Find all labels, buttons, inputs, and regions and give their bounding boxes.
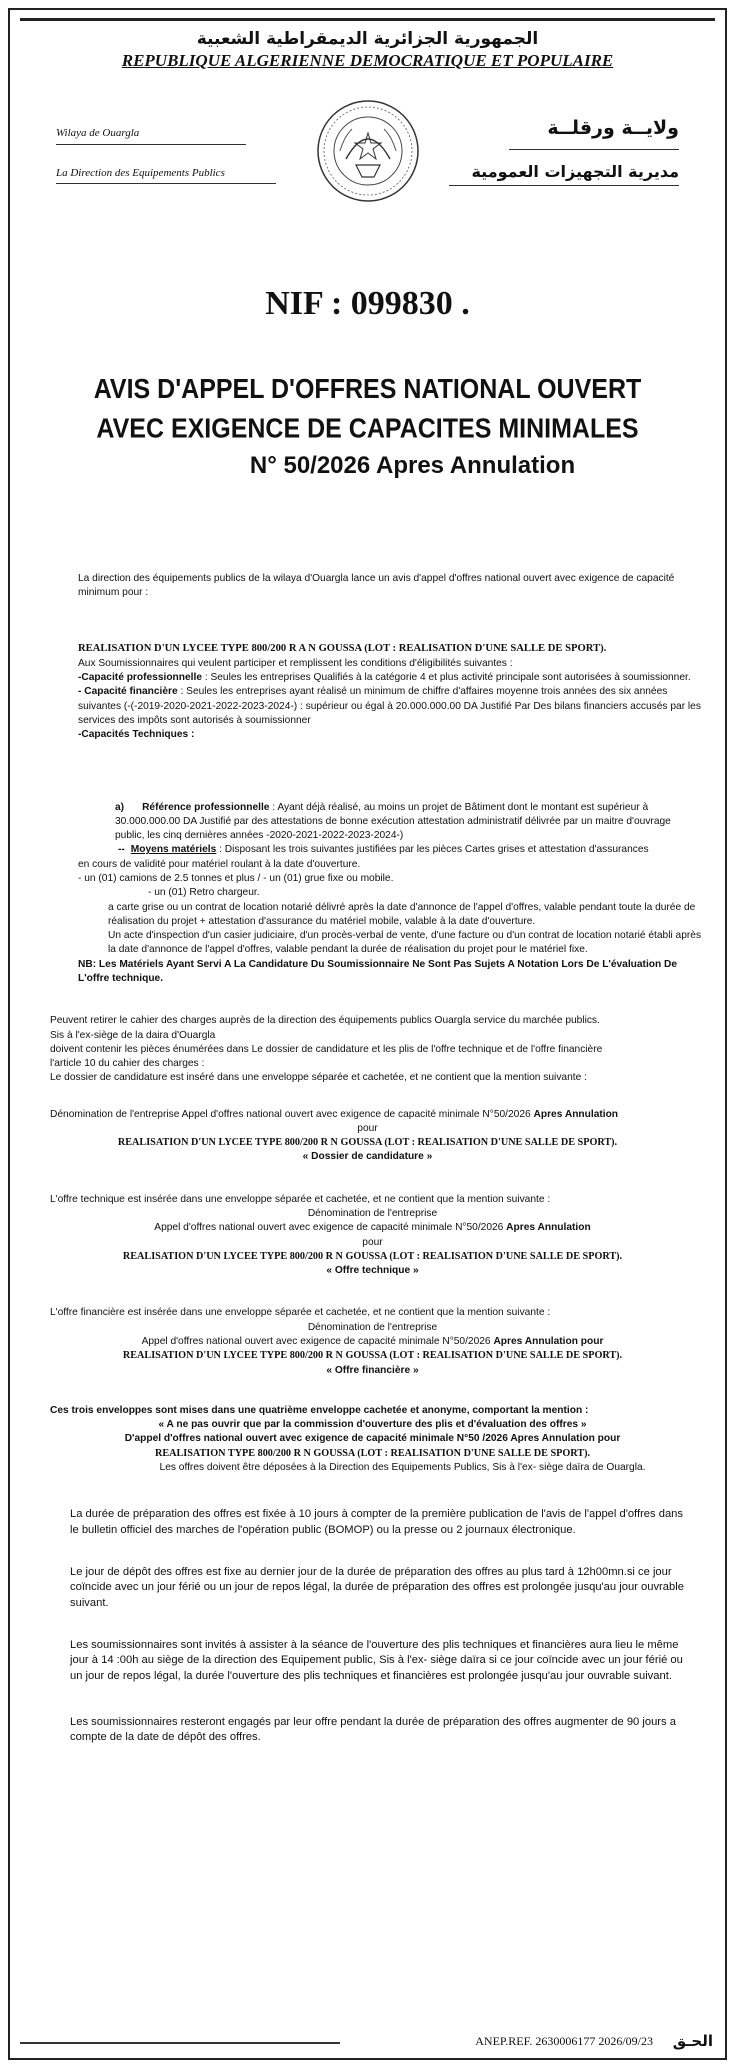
letterhead-left: [56, 127, 276, 184]
nif-number: NIF : 099830 .: [265, 285, 470, 322]
nb-note: NB: Les Matériels Ayant Servi A La Candidature Du Soumissionnaire Ne Sont Pas Sujets A Notation Lors De L'évaluation De L'offre technique.: [78, 958, 678, 984]
financial-envelope-line-3-text: Appel d'offres national ouvert avec exigence de capacité minimale N°50/2026: [141, 1336, 491, 1348]
technical-envelope-project: REALISATION D'UN LYCEE TYPE 800/200 R N GOUSSA (LOT : REALISATION D'UNE SALLE DE SPORT).: [122, 1250, 623, 1262]
newspaper-logo: الحـق: [672, 2032, 713, 2050]
financial-envelope-line-1: L'offre financière est insérée dans une enveloppe séparée et cachetée, et ne contient que la mention suivante :: [50, 1307, 551, 1319]
technical-envelope-pour: pour: [362, 1236, 383, 1248]
reference-text: : Ayant déjà réalisé, au moins un projet de Bâtiment dont le montant est supérieur à 30.000.000.00 DA Justifié par des attestations de bonne exécution attestation administratif délivrée par un maitre d'ouvrage public, les cinq dernières années -2020-2021-2022-2023-2024-): [115, 801, 671, 842]
technical-envelope-mention: « Offre technique »: [326, 1265, 419, 1277]
technical-envelope-line-2: Dénomination de l'entreprise: [307, 1208, 438, 1220]
candidature-envelope: [20, 1108, 715, 1165]
wilaya-arabic: ولايــة ورقلــة: [509, 117, 679, 150]
professional-capacity: [78, 671, 707, 685]
preparation-paragraph: La durée de préparation des offres est fixée à 10 jours à compter de la première publication de l'avis de l'appel d'offres dans le bulletin officiel des marches de l'opération public (BOMOP) ou la presse ou 2 journaux électronique.: [70, 1508, 683, 1536]
deposit-paragraph: Le jour de dépôt des offres est fixe au dernier jour de la durée de préparation des offres au plus tard à 12h00mn.si ce jour coïncide avec un jour férié ou un jour de repos légal, la durée de préparation des offres est prolongée jusqu'au jour ouvrable suivant.: [70, 1565, 684, 1609]
financial-capacity-label: - Capacité financière: [78, 686, 178, 698]
letterhead: [20, 99, 715, 279]
technical-envelope-line-3-text: Appel d'offres national ouvert avec exigence de capacité minimale N°50/2026: [154, 1222, 504, 1234]
equipment-label: Moyens matériels: [130, 844, 217, 856]
equipment-heading: [78, 843, 705, 857]
equipment-block: [20, 843, 715, 986]
technical-envelope-line-3: [50, 1221, 695, 1235]
technical-envelope-line-3-bold: Apres Annulation: [506, 1222, 591, 1234]
fourth-envelope-line-3-text: D'appel d'offres national ouvert avec exigence de capacité minimale N°50 /2026: [124, 1433, 508, 1445]
equipment-item-2: - un (01) Retro chargeur.: [148, 887, 260, 899]
commitment-paragraph: Les soumissionnaires resteront engagés par leur offre pendant la durée de préparation des offres augmenter de 90 jours a compte de la date de dépôt des offres.: [70, 1715, 676, 1744]
eligibility-block: [20, 657, 715, 743]
financial-envelope-project: REALISATION D'UN LYCEE TYPE 800/200 R N GOUSSA (LOT : REALISATION D'UNE SALLE DE SPORT).: [122, 1350, 623, 1362]
direction-arabic: مديرية التجهيزات العمومية: [449, 162, 679, 186]
equipment-paragraph-1: a carte grise ou un contrat de location notarié délivré après la date d'annonce de l'appel d'offres, valable pendant toute la durée de réalisation du projet + attestation d'assurance du matériel mobile, valable à la date d'ouverture.: [108, 901, 696, 927]
candidature-line-1-text: Dénomination de l'entreprise Appel d'offres national ouvert avec exigence de capacité minimale N°50/2026: [50, 1108, 531, 1120]
candidature-project: REALISATION D'UN LYCEE TYPE 800/200 R N GOUSSA (LOT : REALISATION D'UNE SALLE DE SPORT).: [117, 1137, 618, 1149]
equipment-item-1: - un (01) camions de 2.5 tonnes et plus / - un (01) grue fixe ou mobile.: [78, 872, 394, 884]
project-title: REALISATION D'UN LYCEE TYPE 800/200 R A N GOUSSA (LOT : REALISATION D'UNE SALLE DE SPORT).: [78, 643, 607, 655]
fourth-envelope-line-2: « A ne pas ouvrir que par la commission d'ouverture des plis et d'évaluation des offres »: [158, 1419, 587, 1431]
equipment-text: : Disposant les trois suivantes justifiées par les pièces Cartes grises et attestation d'assurances: [216, 844, 649, 856]
financial-envelope-line-3: [50, 1335, 695, 1349]
fourth-envelope: [20, 1404, 715, 1475]
wilaya-label: Wilaya de Ouargla: [56, 127, 246, 145]
professional-capacity-label: -Capacité professionnelle: [78, 672, 202, 684]
candidature-line-1: [40, 1108, 695, 1122]
withdrawal-line-3: doivent contenir les pièces énumérées dans Le dossier de candidature et les plis de l'offre technique et de l'offre financière: [50, 1043, 603, 1055]
french-republic-title: REPUBLIQUE ALGERIENNE DEMOCRATIQUE ET POPULAIRE: [121, 51, 614, 70]
heading-line-2: AVEC EXIGENCE DE CAPACITES MINIMALES: [96, 413, 639, 445]
direction-label: La Direction des Equipements Publics: [56, 167, 276, 184]
intro-paragraph: La direction des équipements publics de la wilaya d'Ouargla lance un avis d'appel d'offres national ouvert avec exigence de capacité minimum pour :: [78, 572, 675, 598]
letterhead-right: [449, 117, 679, 186]
withdrawal-block: [20, 1014, 715, 1085]
technical-envelope-line-1: L'offre technique est insérée dans une enveloppe séparée et cachetée, et ne contient que la mention suivante :: [50, 1193, 551, 1205]
withdrawal-line-2: Sis à l'ex-siège de la daira d'Ouargla: [50, 1029, 216, 1041]
heading-line-1: AVIS D'APPEL D'OFFRES NATIONAL OUVERT: [93, 373, 642, 405]
algeria-emblem-icon: [316, 99, 420, 203]
notice-heading: [20, 369, 715, 449]
equipment-text-2: en cours de validité pour matériel roulant à la date d'ouverture.: [78, 858, 361, 870]
fourth-envelope-line-1: Ces trois enveloppes sont mises dans une quatrième enveloppe cachetée et anonyme, comportant la mention :: [50, 1404, 589, 1416]
candidature-mention: « Dossier de candidature »: [302, 1151, 433, 1163]
withdrawal-line-1: Peuvent retirer le cahier des charges auprès de la direction des équipements publics Ouargla service du marchée publics.: [50, 1015, 600, 1027]
technical-capacity-label: -Capacités Techniques :: [78, 729, 195, 741]
notice-number: N° 50/2026 Apres Annulation: [249, 451, 576, 479]
notice-body: [20, 572, 715, 1746]
financial-capacity: [78, 685, 707, 728]
withdrawal-line-5: Le dossier de candidature est inséré dans une enveloppe séparée et cachetée, et ne contient que la mention suivante :: [50, 1072, 587, 1084]
reference-marker: a): [115, 801, 125, 813]
reference-label: Référence professionnelle: [142, 801, 270, 813]
equipment-paragraph-2: Un acte d'inspection d'un casier judiciaire, d'un procès-verbal de vente, d'une facture ou d'un contrat de location notarié établi après la date d'annonce de l'appel d'offres, valable pendant la durée de réalisation du projet pour le matériel fixe.: [108, 930, 702, 956]
fourth-envelope-line-3: [50, 1432, 695, 1446]
financial-envelope: [20, 1306, 715, 1377]
financial-capacity-text: : Seules les entreprises ayant réalisé un minimum de chiffre d'affaires moyenne trois années des six années suivantes (-(-2019-2020-2021-2022-2023-2024-) : supérieur ou égal à 20.000.000.00 DA Justifié Par Des bilans financiers accusés par les services des impôts sont autorisés à soumissionner: [78, 686, 701, 727]
candidature-pour: pour: [357, 1122, 378, 1134]
eligibility-lead: Aux Soumissionnaires qui veulent participer et remplissent les conditions d'éligibilités suivantes :: [78, 657, 513, 669]
withdrawal-line-4: l'article 10 du cahier des charges :: [50, 1058, 205, 1070]
fourth-envelope-project: REALISATION TYPE 800/200 R N GOUSSA (LOT : REALISATION D'UNE SALLE DE SPORT).: [154, 1447, 591, 1459]
financial-envelope-line-2: Dénomination de l'entreprise: [307, 1321, 438, 1333]
reference-paragraph: [115, 801, 695, 844]
candidature-line-1-bold: Apres Annulation: [533, 1108, 619, 1120]
footer-bar: [20, 2032, 715, 2054]
professional-capacity-text: : Seules les entreprises Qualifiés à la catégorie 4 et plus activité principale sont autorisées à soumissionner.: [201, 672, 691, 684]
technical-envelope: [20, 1193, 715, 1279]
financial-envelope-mention: « Offre financière »: [326, 1364, 419, 1376]
financial-envelope-line-3-bold: Apres Annulation pour: [493, 1336, 604, 1348]
technical-reference: [20, 801, 715, 844]
anep-reference: ANEP.REF. 2630006177 2026/09/23: [475, 2034, 653, 2048]
arabic-republic-title: الجمهورية الجزائرية الديمقراطية الشعبية: [196, 29, 539, 49]
fourth-envelope-line-3-bold: Apres Annulation pour: [510, 1433, 621, 1445]
equipment-marker: --: [118, 844, 125, 856]
footer-rule: [20, 2042, 340, 2044]
opening-paragraph: Les soumissionnaires sont invités à assister à la séance de l'ouverture des plis techniques et financières aura lieu le même jour à 14 :00h au siège de la direction des Equipement public, Sis à l'ex- siège daïra si ce jour coïncide avec un jour férié ou un jour de repos légal, la durée l'ouverture des plis techniques et financières est prolongée jusqu'au jour ouvrable suivant.: [70, 1638, 683, 1682]
fourth-envelope-line-4: Les offres doivent être déposées à la Direction des Equipements Publics, Sis à l'ex- siège daïra de Ouargla.: [159, 1461, 646, 1473]
top-rule: [20, 18, 715, 21]
